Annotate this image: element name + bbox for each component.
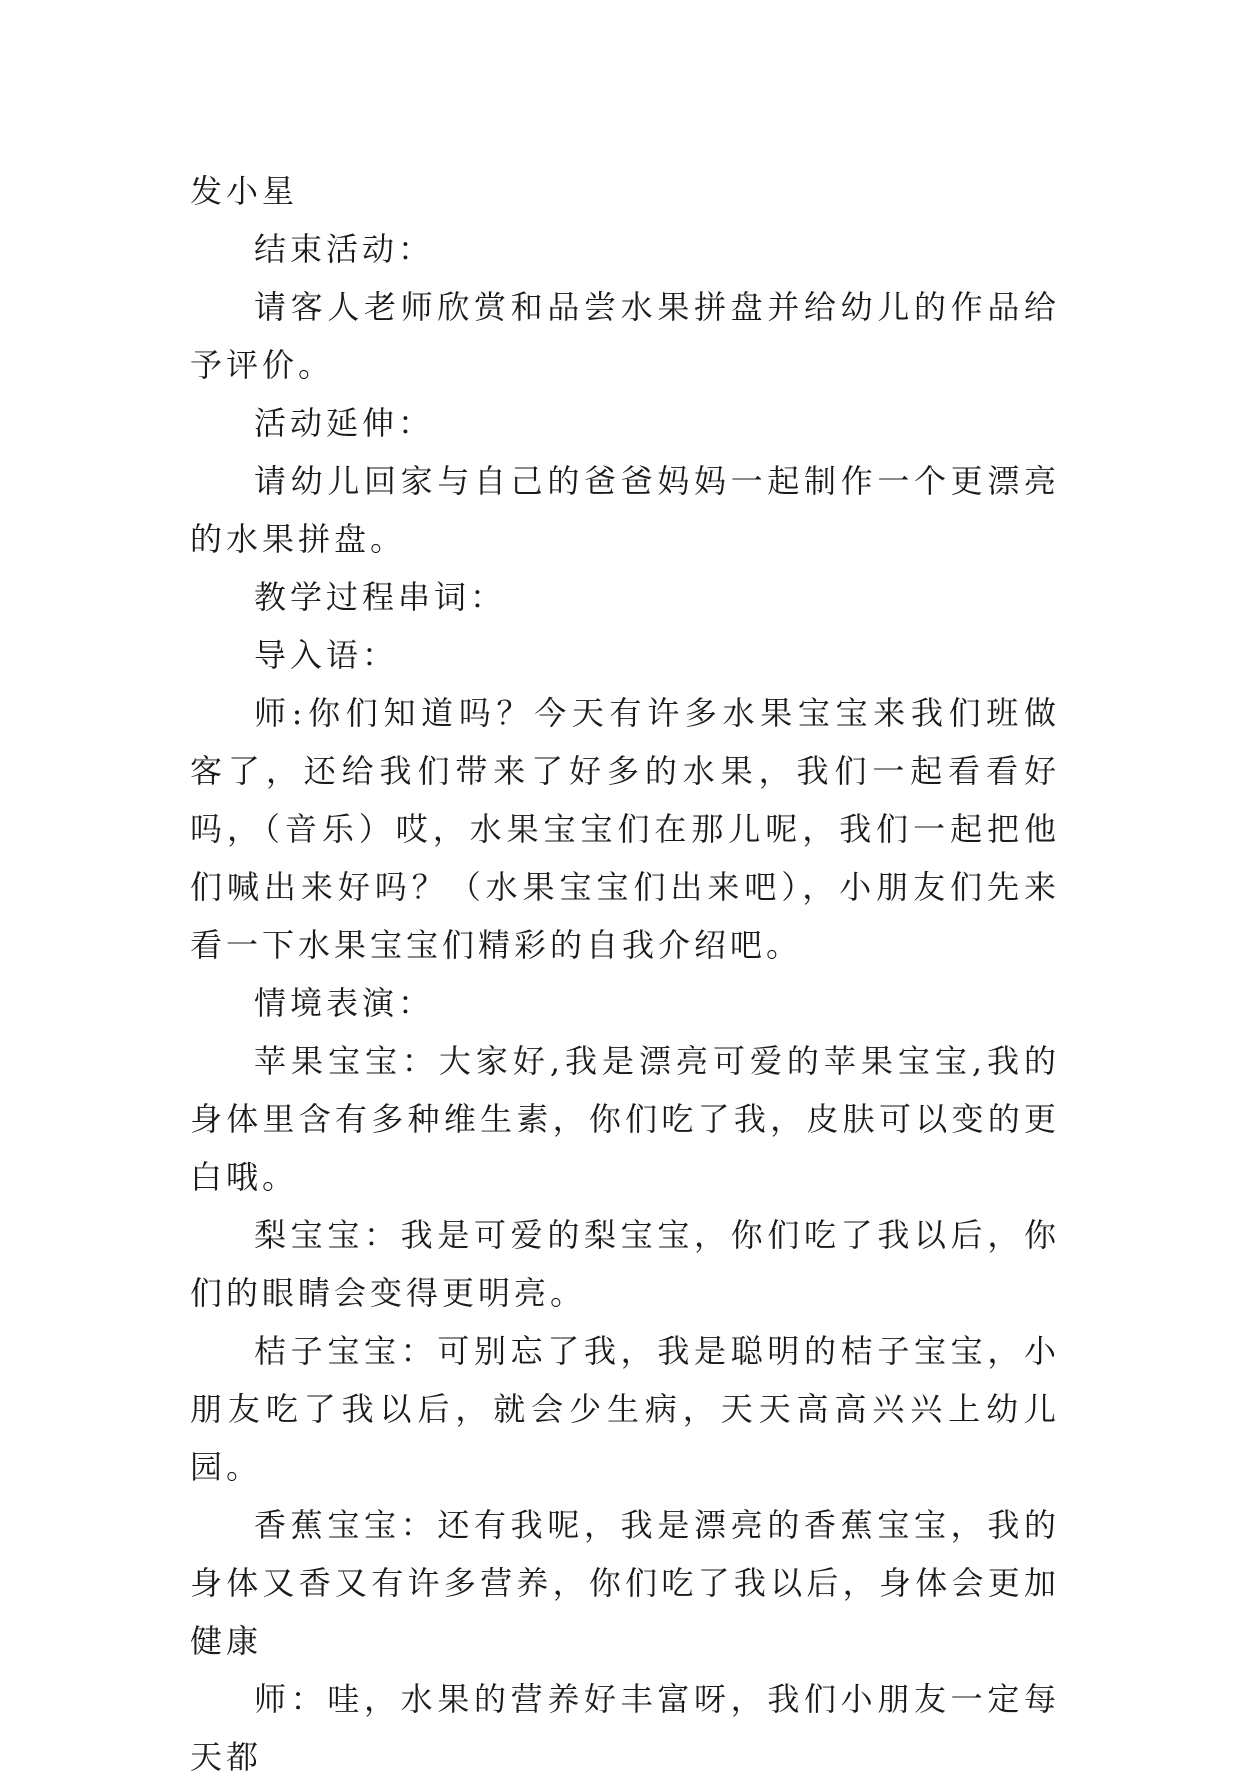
heading-introduction: 导入语：	[254, 636, 399, 674]
paragraph-teacher-closing: 师：哇，水果的营养好丰富呀，我们小朋友一定每天都	[190, 1680, 1060, 1776]
heading-teaching-script: 教学过程串词：	[254, 578, 507, 616]
paragraph-continuation: 发小星	[190, 172, 299, 210]
heading-role-play: 情境表演：	[254, 984, 435, 1022]
paragraph-orange: 桔子宝宝：可别忘了我，我是聪明的桔子宝宝，小朋友吃了我以后，就会少生病，天天高高兴兴上幼儿园。	[190, 1332, 1060, 1486]
paragraph-pear: 梨宝宝：我是可爱的梨宝宝，你们吃了我以后，你们的眼睛会变得更明亮。	[190, 1216, 1060, 1312]
paragraph-activity-extension: 请幼儿回家与自己的爸爸妈妈一起制作一个更漂亮的水果拼盘。	[190, 462, 1060, 558]
heading-ending-activity: 结束活动：	[254, 230, 435, 268]
paragraph-ending-activity: 请客人老师欣赏和品尝水果拼盘并给幼儿的作品给予评价。	[190, 288, 1060, 384]
paragraph-apple: 苹果宝宝：大家好,我是漂亮可爱的苹果宝宝,我的身体里含有多种维生素，你们吃了我，皮肤可以变的更白哦。	[190, 1042, 1060, 1196]
heading-activity-extension: 活动延伸：	[254, 404, 435, 442]
paragraph-banana: 香蕉宝宝：还有我呢，我是漂亮的香蕉宝宝，我的身体又香又有许多营养，你们吃了我以后，身体会更加健康	[190, 1506, 1060, 1660]
document-body	[190, 162, 1060, 1786]
paragraph-teacher-intro: 师:你们知道吗？今天有许多水果宝宝来我们班做客了，还给我们带来了好多的水果，我们一起看看好吗，（音乐）哎，水果宝宝们在那儿呢，我们一起把他们喊出来好吗？（水果宝宝们出来吧），小朋友们先来看一下水果宝宝们精彩的自我介绍吧。	[190, 694, 1060, 964]
